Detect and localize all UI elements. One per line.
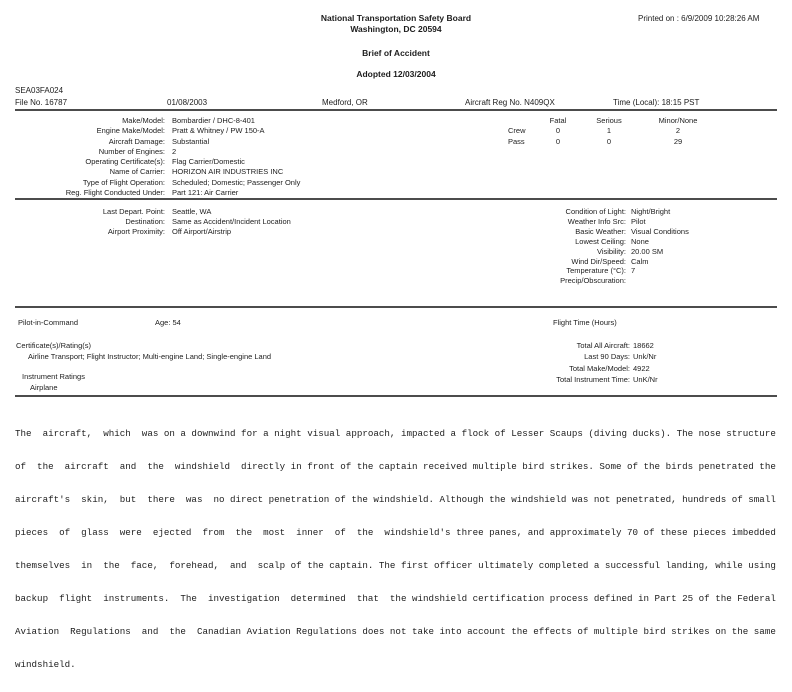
row-airport-proximity [15,227,291,237]
injuries-corner-cell [505,116,537,126]
field-label: Weather Info Src: [567,216,626,226]
certificates-ratings-heading: Certificate(s)/Rating(s) [16,341,92,350]
field-value: Pilot [631,216,646,226]
row-operating-certificates [15,157,300,167]
field-label: Type of Flight Operation: [82,177,165,187]
row-total-all-aircraft [480,340,658,351]
injuries-row-label-pass: Pass [508,136,525,146]
field-value: Pratt & Whitney / PW 150-A [172,126,265,136]
field-value: Bombardier / DHC-8-401 [172,116,255,125]
narrative-line: themselves in the face, forehead, and scalp of the captain. The first officer ultimately completed a successful landing, while using [15,560,776,571]
narrative-line: The aircraft, which was on a downwind for a night visual approach, impacted a flock of Lesser Scaups (diving ducks). The nose structure [15,428,776,439]
field-label: Make/Model: [122,116,165,125]
accident-location: Medford, OR [322,98,368,107]
aircraft-registration: Aircraft Reg No. N409QX [465,98,555,107]
field-label: Reg. Flight Conducted Under: [65,188,165,198]
local-time: Time (Local): 18:15 PST [613,98,700,107]
injuries-pass-fatal: 0 [555,136,561,146]
divider [15,306,777,308]
row-aircraft-damage [15,137,300,147]
field-label: Lowest Ceiling: [575,236,626,246]
aircraft-info-section [15,116,300,198]
divider [15,395,777,397]
ntsb-accident-id: SEA03FA024 [15,86,64,95]
row-precip-obscuration [500,276,689,286]
row-condition-of-light [500,207,689,217]
field-label: Visibility: [596,246,626,256]
divider [15,109,777,111]
field-value: Seattle, WA [172,207,212,216]
row-total-make-model [480,363,658,374]
row-weather-info-src [500,217,689,227]
narrative-line: aircraft's skin, but there was no direct penetration of the windshield. Although the windshield was not penetrated, hundreds of small [15,494,776,505]
field-label: Engine Make/Model: [96,126,165,136]
row-last-depart-point [15,207,291,217]
flight-time-section [480,340,658,385]
field-label: Total Make/Model: [569,363,630,373]
row-total-instrument-time [480,374,658,385]
field-value: Flag Carrier/Domestic [172,157,245,167]
field-value: Calm [631,256,649,266]
org-address: Washington, DC 20594 [350,24,442,34]
field-value: Same as Accident/Incident Location [172,217,291,227]
row-type-of-flight-operation [15,178,300,188]
file-number: File No. 16787 [15,98,68,107]
injuries-crew-minor-none: 2 [675,126,681,136]
field-label: Number of Engines: [98,146,165,156]
row-reg-flight-conducted-under [15,188,300,198]
weather-section [500,207,689,286]
row-wind-dir-speed [500,257,689,267]
narrative-line: of the aircraft and the windshield directly in front of the captain received multiple bird strikes. Some of the birds penetrated the [15,461,776,472]
row-last-90-days [480,351,658,362]
injuries-crew-serious: 1 [606,126,612,136]
field-label: Total Instrument Time: [556,374,630,384]
field-label: Last 90 Days: [584,352,630,362]
row-number-of-engines [15,147,300,157]
injuries-col-fatal: Fatal [549,116,567,125]
field-label: Basic Weather: [575,226,626,236]
field-label: Last Depart. Point: [102,207,165,216]
pilot-in-command-heading: Pilot-in-Command [18,318,79,327]
field-label: Operating Certificate(s): [85,157,165,167]
narrative-line: windshield. [15,659,76,670]
field-value: HORIZON AIR INDUSTRIES INC [172,167,284,177]
injuries-crew-fatal: 0 [555,126,561,136]
narrative-line: pieces of glass were ejected from the most inner of the windshield's three panes, and approximately 70 of these pieces imbedded [15,527,776,538]
org-name: National Transportation Safety Board [320,13,472,23]
field-label: Total All Aircraft: [576,341,630,350]
row-basic-weather [500,227,689,237]
injuries-table [505,116,717,147]
field-value: 4922 [633,363,650,373]
field-value: Part 121: Air Carrier [172,188,239,198]
field-value: Unk/Nr [633,352,657,362]
narrative-line: Aviation Regulations and the Canadian Aviation Regulations does not take into account the effects of multiple bird strikes on the same [15,626,776,637]
certificates-ratings-value: Airline Transport; Flight Instructor; Multi-engine Land; Single-engine Land [28,352,272,361]
instrument-ratings-value: Airplane [30,383,58,392]
field-label: Airport Proximity: [107,227,165,237]
field-label: Condition of Light: [565,207,626,216]
field-label: Precip/Obscuration: [560,276,626,286]
row-name-of-carrier [15,167,300,177]
document-title: Brief of Accident [362,48,430,58]
row-engine-make-model [15,126,300,136]
field-label: Destination: [125,217,165,227]
field-value: 2 [172,146,177,156]
divider [15,198,777,200]
row-destination [15,217,291,227]
field-label: Temperature (°C): [566,266,626,276]
printed-timestamp: Printed on : 6/9/2009 10:28:26 AM [638,14,760,23]
field-value: Off Airport/Airstrip [172,227,232,237]
field-value: UnK/Nr [633,374,658,384]
row-lowest-ceiling [500,237,689,247]
field-value: 7 [631,266,636,276]
field-label: Wind Dir/Speed: [571,256,626,266]
injuries-row-label-crew: Crew [508,126,526,136]
field-value: Substantial [172,136,210,146]
adopted-date: Adopted 12/03/2004 [356,69,436,79]
field-label: Aircraft Damage: [108,136,165,146]
row-make-model [15,116,300,126]
accident-narrative [15,406,781,692]
flight-time-heading: Flight Time (Hours) [553,318,617,327]
row-temperature [500,266,689,276]
field-value: 20.00 SM [631,246,664,256]
pilot-age: Age: 54 [155,318,181,327]
field-value: Night/Bright [631,207,671,216]
route-section [15,207,291,238]
instrument-ratings-heading: Instrument Ratings [22,372,85,381]
field-value: 18662 [633,341,654,350]
injuries-col-serious: Serious [596,116,622,125]
injuries-pass-serious: 0 [606,136,612,146]
field-value: Scheduled; Domestic; Passenger Only [172,177,301,187]
field-value: None [631,236,649,246]
injuries-pass-minor-none: 29 [673,136,683,146]
field-value: Visual Conditions [631,226,689,236]
row-visibility [500,247,689,257]
narrative-line: backup flight instruments. The investigation determined that the windshield certification process defined in Part 25 of the Federal [15,593,776,604]
field-label: Name of Carrier: [109,167,165,177]
injuries-col-minor-none: Minor/None [658,116,698,125]
accident-date: 01/08/2003 [167,98,208,107]
